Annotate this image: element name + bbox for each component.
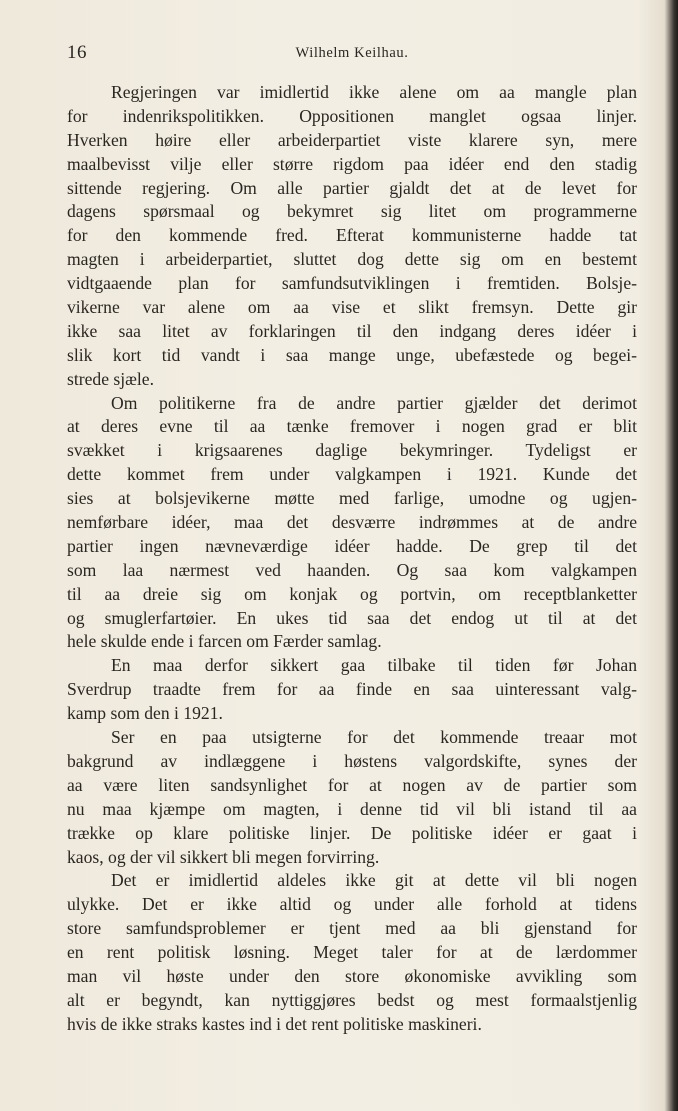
text-line: til aa dreie sig om konjak og portvin, om receptblanketter [67,583,637,604]
text-line: Om politikerne fra de andre partier gjælder det derimot [111,392,637,413]
text-line: En maa derfor sikkert gaa tilbake til tiden før Johan [111,655,637,676]
text-line: Det er imidlertid aldeles ikke git at dette vil bli nogen [111,870,637,891]
text-line: dette kommet frem under valgkampen i 1921. Kunde det [67,464,637,485]
page-header [67,42,637,66]
text-line: sies at bolsjevikerne møtte med farlige, umodne og ugjen- [67,488,637,509]
text-line: for indenrikspolitikken. Oppositionen manglet ogsaa linjer. [67,105,637,126]
text-line: maalbevisst vilje eller større rigdom paa idéer end den stadig [67,153,637,174]
text-line: nu maa kjæmpe om magten, i denne tid vil bli istand til aa [67,798,637,819]
text-line: kaos, og der vil sikkert bli megen forvirring. [67,846,380,867]
text-line: nemførbare idéer, maa det desværre indrømmes at de andre [67,512,637,533]
text-line: dagens spørsmaal og bekymret sig litet om programmerne [67,201,637,222]
text-line: trække op klare politiske linjer. De politiske idéer er gaat i [67,822,637,843]
text-line: slik kort tid vandt i saa mange unge, ubefæstede og begei- [67,344,637,365]
text-line: man vil høste under den store økonomiske avvikling som [67,965,637,986]
text-line: vikerne var alene om aa vise et slikt fremsyn. Dette gir [67,297,637,318]
text-line: at deres evne til aa tænke fremover i nogen grad er blit [67,416,637,437]
text-line: bakgrund av indlæggene i høstens valgordskifte, synes der [67,750,637,771]
text-line: Hverken høire eller arbeiderpartiet viste klarere syn, mere [67,129,637,150]
text-line: kamp som den i 1921. [67,703,223,724]
text-line: magten i arbeiderpartiet, sluttet dog dette sig om en bestemt [67,249,637,270]
text-line: ulykke. Det er ikke altid og under alle forhold at tidens [67,894,637,915]
text-line: strede sjæle. [67,368,154,389]
text-line: og smuglerfartøier. En ukes tid saa det endog ut til at det [67,607,637,628]
text-line: hele skulde ende i farcen om Færder samlag. [67,631,382,652]
text-line: en rent politisk løsning. Meget taler for at de lærdommer [67,942,637,963]
running-head: Wilhelm Keilhau. [295,45,409,61]
text-line: Sverdrup traadte frem for aa finde en saa uinteressant valg- [67,679,637,700]
text-line: sittende regjering. Om alle partier gjaldt det at de levet for [67,177,637,198]
text-line: for den kommende fred. Efterat kommunisterne hadde tat [67,225,637,246]
text-line: vidtgaaende plan for samfundsutviklingen i fremtiden. Bolsje- [67,273,637,294]
text-line: aa være liten sandsynlighet for at nogen av de partier som [67,774,637,795]
text-line: partier ingen nævneværdige idéer hadde. De grep til det [67,535,637,556]
text-line: alt er begyndt, kan nyttiggjøres bedst og mest formaalstjenlig [67,989,637,1010]
body-text [67,81,637,1037]
text-line: Ser en paa utsigterne for det kommende treaar mot [111,727,637,748]
text-line: ikke saa litet av forklaringen til den indgang deres idéer i [67,320,637,341]
text-line: Regjeringen var imidlertid ikke alene om aa mangle plan [111,82,637,102]
text-line: hvis de ikke straks kastes ind i det rent politiske maskineri. [67,1013,482,1034]
text-line: som laa nærmest ved haanden. Og saa kom valgkampen [67,559,637,580]
page-number: 16 [67,42,87,63]
text-line: store samfundsproblemer er tjent med aa bli gjenstand for [67,918,637,939]
text-line: svækket i krigsaarenes daglige bekymringer. Tydeligst er [67,440,637,461]
